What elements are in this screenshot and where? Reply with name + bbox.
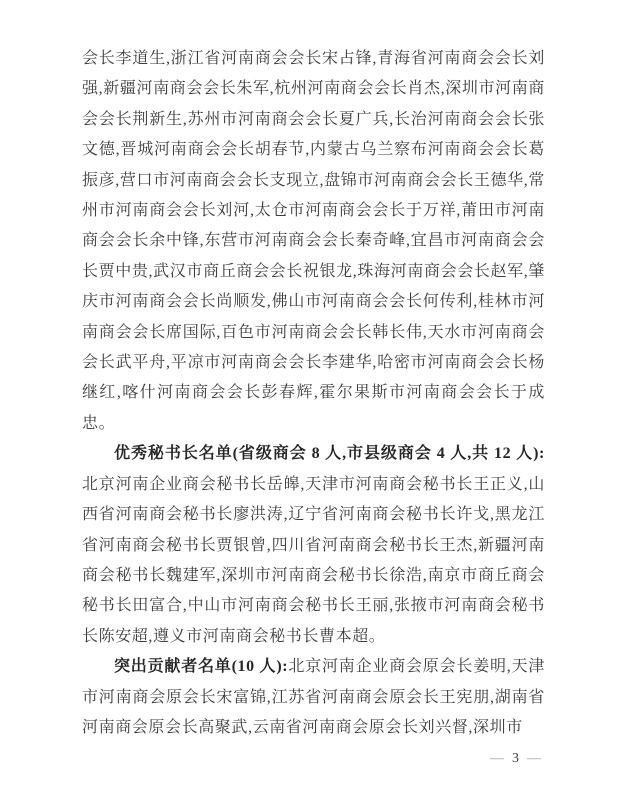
list-heading-contributors: 突出贡献者名单(10 人):	[114, 658, 289, 676]
list-heading-secretaries: 优秀秘书长名单(省级商会 8 人,市县级商会 4 人,共 12 人):	[114, 445, 545, 463]
page-number-dash-left: —	[490, 751, 505, 766]
paragraph-text: 会长李道生,浙江省河南商会会长宋占锋,青海省河南商会会长刘强,新疆河南商会会长朱军,杭州河南商会会长肖杰,深圳市河南商会会长荆新生,苏州市河南商会会长夏广兵,长治河南商会会长张文德,晋城河南商会会长胡春节,内蒙古乌兰察布河南商会会长葛振彦,营口市河南商会会长支现立,盘锦市河南商会会长王德华,常州市河南商会会长刘河,太仓市河南商会会长于万祥,莆田市河南商会会长余中锋,东营市河南商会会长秦奇峰,宜昌市河南商会会长贾中贵,武汉市商丘商会会长祝银龙,珠海河南商会会长赵军,肇庆市河南商会会长尚顺发,佛山市河南商会会长何传利,桂林市河南商会会长席国际,百色市河南商会会长韩长伟,天水市河南商会会长武平舟,平凉市河南商会会长李建华,哈密市河南商会会长杨继红,喀什河南商会会长彭春辉,霍尔果斯市河南商会会长于成忠。	[82, 50, 545, 432]
paragraph-secretaries-list	[82, 439, 545, 652]
page-number-value: 3	[512, 751, 520, 766]
document-body	[82, 44, 545, 743]
paragraph-text: 北京河南企业商会秘书长岳皞,天津市河南商会秘书长王正义,山西省河南商会秘书长廖洪涛,辽宁省河南商会秘书长许戈,黑龙江省河南商会秘书长贾银曾,四川省河南商会秘书长王杰,新疆河南商会秘书长魏建军,深圳市河南商会秘书长徐浩,南京市商丘商会秘书长田富合,中山市河南商会秘书长王丽,张掖市河南商会秘书长陈安超,遵义市河南商会秘书长曹本超。	[82, 475, 545, 645]
paragraph-text: 北京河南企业商会原会长姜明,天津市河南商会原会长宋富锦,江苏省河南商会原会长王宪朋,湖南省河南商会原会长高聚武,云南省河南商会原会长刘兴督,深圳市	[82, 658, 545, 736]
paragraph-contributors-list	[82, 652, 545, 743]
page-number-dash-right: —	[527, 751, 542, 766]
page-number	[483, 751, 549, 767]
paragraph-presidents-continuation	[82, 44, 545, 439]
